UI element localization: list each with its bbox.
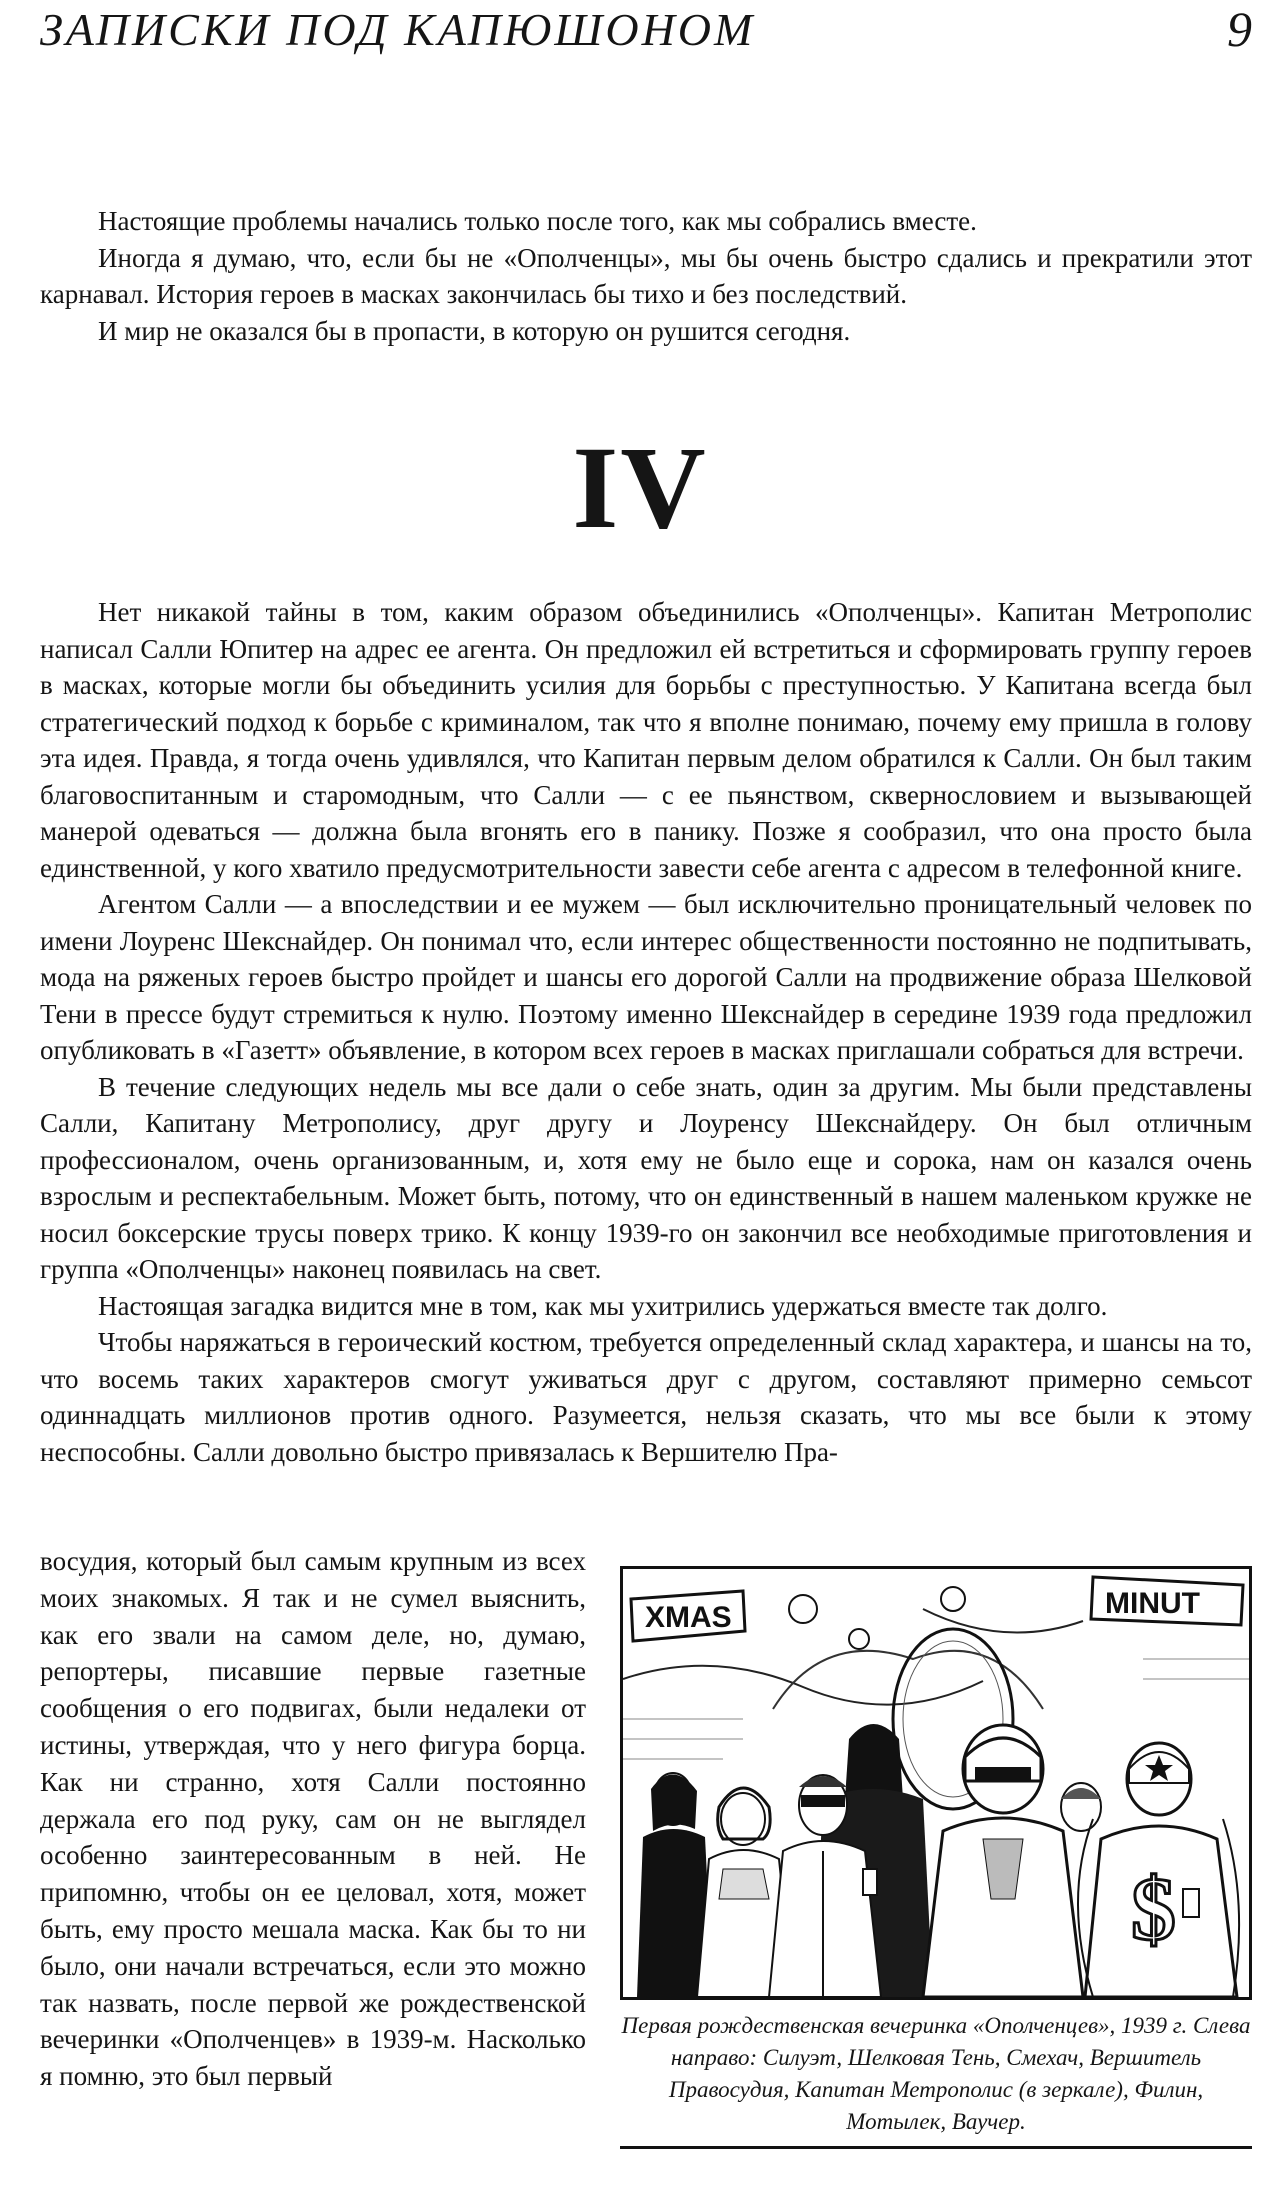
paragraph: Иногда я думаю, что, если бы не «Ополченцы», мы бы очень быстро сдались и прекратили этот карнавал. История героев в масках закончилась бы тихо и без последствий.	[40, 242, 1252, 309]
intro-section	[40, 203, 1252, 349]
paragraph: Настоящая загадка видится мне в том, как мы ухитрились удержаться вместе так долго.	[98, 1290, 1108, 1321]
paragraph: И мир не оказался бы в пропасти, в которую он рушится сегодня.	[98, 315, 851, 346]
banner-left-text: XMAS	[645, 1601, 732, 1634]
banner-right-text: MINUT	[1105, 1587, 1200, 1620]
main-section	[40, 594, 1252, 1470]
paragraph: В течение следующих недель мы все дали о себе знать, один за другим. Мы были представлены Салли, Капитану Метрополису, друг другу и Лоуренсу Шекснайдеру. Он был отличным профессионалом, очень организованным, и, хотя ему не было еще и сорока, нам он казался очень взрослым и респектабельным. Может быть, потому, что он единственный в нашем маленьком кружке не носил боксерские трусы поверх трико. К концу 1939-го он закончил все необходимые приготовления и группа «Ополченцы» наконец появилась на свет.	[40, 1071, 1252, 1284]
paragraph: Чтобы наряжаться в героический костюм, требуется определенный склад характера, и шансы на то, что восемь таких характеров смогут уживаться друг с другом, составляют примерно семьсот одиннадцать миллионов против одного. Разумеется, нельзя сказать, что мы все были к этому неспособны. Салли довольно быстро привязалась к Вершителю Пра-	[40, 1327, 1252, 1467]
running-title: ЗАПИСКИ ПОД КАПЮШОНОМ	[40, 4, 756, 55]
chapter-numeral: IV	[572, 422, 708, 553]
paragraph: Нет никакой тайны в том, каким образом объединились «Ополченцы». Капитан Метрополис написал Салли Юпитер на адрес ее агента. Он предложил ей встретиться и сформировать группу героев в масках, которые могли бы объединить усилия для борьбы с преступностью. У Капитана всегда был стратегический подход к борьбе с криминалом, так что я вполне понимаю, почему ему пришла в голову эта идея. Правда, я тогда очень удивлялся, что Капитан первым делом обратился к Салли. Он был таким благовоспитанным и старомодным, что Салли — с ее пьянством, сквернословием и вызывающей манерой одеваться — должна была вгонять его в панику. Позже я сообразил, что она просто была единственной, у кого хватило предусмотрительности завести себе агента с адресом в телефонной книге.	[40, 597, 1252, 883]
paragraph: Настоящие проблемы начались только после того, как мы собрались вместе.	[98, 206, 977, 236]
figure-caption: Первая рождественская вечеринка «Ополченцев», 1939 г. Слева направо: Силуэт, Шелковая Тень, Смехач, Вершитель Правосудия, Капитан Метрополис (в зеркале), Филин, Мотылек, Ваучер.	[621, 2013, 1251, 2134]
page-number: 9	[1227, 1, 1252, 57]
running-header	[40, 0, 1252, 60]
caption-rule	[620, 2146, 1252, 2149]
paragraph: Агентом Салли — а впоследствии и ее мужем — был исключительно проницательный человек по имени Лоуренс Шекснайдер. Он понимал что, если интерес общественности постоянно не подпитывать, мода на ряженых героев быстро пройдет и шансы его дорогой Салли на продвижение образа Шелковой Тени в прессе будут стремиться к нулю. Поэтому именно Шекснайдер в середине 1939 года предложил опубликовать в «Газетт» объявление, в котором всех героев в масках приглашали собраться для встречи.	[40, 889, 1252, 1065]
svg-text:$: $	[1131, 1860, 1176, 1959]
figure	[620, 1566, 1252, 2149]
party-illustration	[620, 1566, 1252, 2000]
narrow-column-text: восудия, который был самым крупным из всех моих знакомых. Я так и не сумел выяснить, как его звали на самом деле, но, думаю, репортеры, писавшие первые газетные сообщения о его подвигах, были недалеки от истины, утверждая, что у него фигура борца. Как ни странно, хотя Салли постоянно держала его под руку, сам он не выглядел особенно заинтересованным в ней. Не припомню, чтобы он ее целовал, хотя, может быть, ему просто мешала маска. Как бы то ни было, они начали встречаться, если это можно так назвать, после первой же рождественской вечеринки «Ополченцев» в 1939-м. Насколько я помню, это был первый	[40, 1546, 586, 2092]
